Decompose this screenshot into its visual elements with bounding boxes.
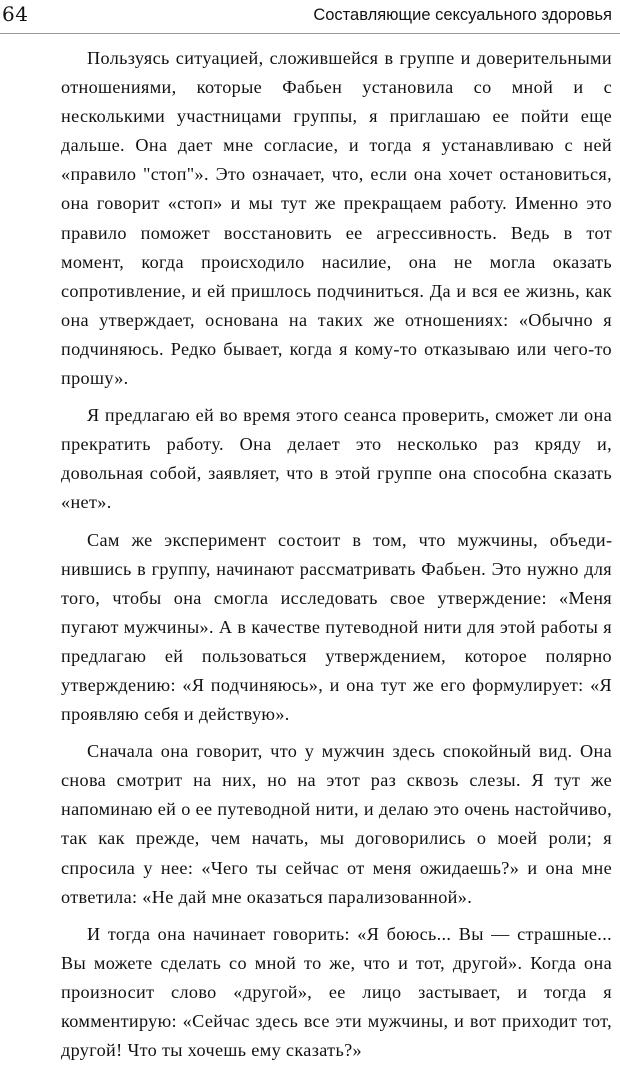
body-text — [61, 44, 612, 1073]
running-title: Составляющие сексуального здоровья — [313, 6, 612, 24]
paragraph-2: Я предлагаю ей во время этого сеанса проверить, сможет ли она прекратить работу. Она делает это несколько раз кряду и, довольная собой, заявляет, что в этой группе она способна сказать «нет». — [61, 405, 612, 513]
paragraph-3: Сам же эксперимент состоит в том, что мужчины, объединившись в группу, начинают рассматривать Фабьен. Это нужно для того, чтобы она смогла исследовать свое утверждение: «Меня пугают мужчины». А в качестве путеводной нити для этой работы я предлагаю ей пользоваться утверждением, которое полярно утверждению: «Я подчиняюсь», и она тут же его формулирует: «Я проявляю себя и действую». — [61, 529, 612, 725]
paragraph-4: Сначала она говорит, что у мужчин здесь спокойный вид. Она снова смотрит на них, но на этот раз сквозь слезы. Я тут же напоминаю ей о ее путеводной нити, и делаю это очень настойчиво, так как прежде, чем начать, мы договорились о моей роли; я спросила у нее: «Чего ты сейчас от меня ожидаешь?» и она мне ответила: «Не дай мне оказаться парализованной». — [61, 741, 612, 907]
header-divider — [0, 33, 620, 34]
paragraph-5: И тогда она начинает говорить: «Я боюсь... Вы — страшные... Вы можете сделать со мной то же, что и тот, другой». Когда она произносит слово «другой», ее лицо застывает, и тогда я комментирую: «Сейчас здесь все эти мужчины, и вот приходит тот, другой! Что ты хочешь ему сказать?» — [61, 923, 612, 1061]
page-number: 64 — [2, 2, 29, 26]
paragraph-1: Пользуясь ситуацией, сложившейся в группе и доверительными отношениями, которые Фабьен установила со мной и с несколькими участницами группы, я приглашаю ее пойти еще дальше. Она дает мне согласие, и тогда я устанавливаю с ней «правило "стоп"». Это означает, что, если она хочет остановиться, она говорит «стоп» и мы тут же прекращаем работу. Именно это правило поможет восстановить ее агрессивность. Ведь в тот момент, когда происходило насилие, она не могла оказать сопротивление, и ей пришлось подчиниться. Да и вся ее жизнь, как она утверждает, основана на таких же отношениях: «Обычно я подчиняюсь. Редко бывает, когда я кому-то отказываю или чего-то прошу». — [61, 48, 612, 389]
